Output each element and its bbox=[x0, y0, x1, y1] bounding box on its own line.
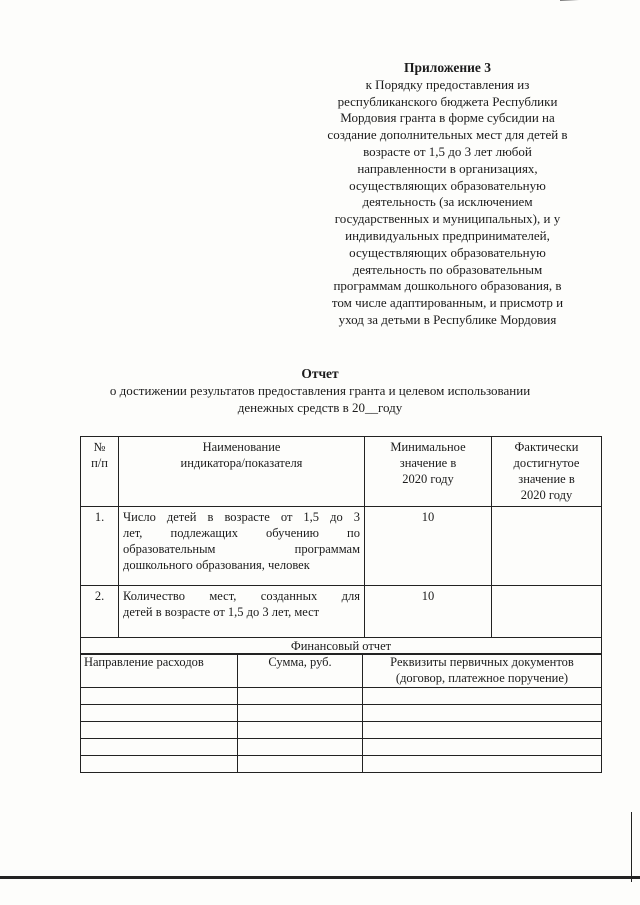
appendix-line: возрасте от 1,5 до 3 лет любой bbox=[363, 143, 532, 159]
header-min-line: значение в bbox=[399, 456, 457, 470]
row-name-line: детей в возрасте от 1,5 до 3 лет, мест bbox=[123, 605, 320, 619]
header-actual-line: Фактически bbox=[514, 440, 579, 454]
appendix-line: создание дополнительных мест для детей в bbox=[327, 127, 568, 143]
appendix-line: деятельность (за исключением bbox=[362, 194, 533, 210]
header-name-line: индикатора/показателя bbox=[180, 456, 303, 470]
header-name-line: Наименование bbox=[202, 440, 281, 454]
finance-cell bbox=[238, 739, 363, 756]
header-name bbox=[119, 437, 365, 507]
appendix-line: республиканского бюджета Республики bbox=[337, 93, 558, 109]
header-min-line: Минимальное bbox=[390, 440, 466, 454]
finance-empty-row bbox=[81, 756, 602, 773]
finance-empty-row bbox=[81, 688, 602, 705]
row-num: 2. bbox=[81, 586, 119, 638]
header-actual-line: 2020 году bbox=[520, 488, 573, 502]
finance-cell bbox=[238, 722, 363, 739]
row-name-line: дошкольного образования, человек bbox=[123, 558, 310, 572]
header-min bbox=[365, 437, 492, 507]
finance-header-row bbox=[81, 654, 602, 688]
scan-edge-bottom bbox=[0, 876, 640, 879]
indicators-table bbox=[80, 436, 602, 655]
row-num: 1. bbox=[81, 507, 119, 586]
finance-cell bbox=[238, 705, 363, 722]
appendix-title: Приложение 3 bbox=[403, 60, 492, 75]
finance-header-direction: Направление расходов bbox=[81, 654, 238, 688]
appendix-line: деятельность по образовательным bbox=[352, 261, 543, 277]
appendix-line: том числе адаптированным, и присмотр и bbox=[331, 295, 564, 311]
finance-header-docs bbox=[363, 654, 602, 688]
header-num-line: № bbox=[93, 440, 106, 454]
appendix-line: осуществляющих образовательную bbox=[349, 177, 546, 193]
finance-cell bbox=[363, 739, 602, 756]
appendix-line: государственных и муниципальных), и у bbox=[334, 211, 561, 227]
finance-header-docs-line: (договор, платежное поручение) bbox=[395, 671, 569, 685]
report-subtitle-line: денежных средств в 20__году bbox=[237, 400, 403, 415]
row-name bbox=[119, 586, 365, 638]
finance-cell bbox=[363, 688, 602, 705]
header-min-line: 2020 году bbox=[402, 472, 454, 486]
header-actual-line: значение в bbox=[518, 472, 575, 486]
finance-header-docs-line: Реквизиты первичных документов bbox=[390, 655, 574, 669]
report-subtitle bbox=[60, 382, 580, 416]
row-name-line: лет, подлежащих обучению по bbox=[123, 526, 360, 540]
row-name-line: Количество мест, созданных для bbox=[123, 589, 360, 603]
header-actual-line: достигнутое bbox=[513, 456, 580, 470]
finance-title-row bbox=[81, 638, 602, 655]
scan-edge-right bbox=[631, 812, 632, 882]
appendix-line: программам дошкольного образования, в bbox=[333, 278, 562, 294]
finance-title: Финансовый отчет bbox=[81, 638, 602, 655]
finance-cell bbox=[81, 756, 238, 773]
header-num-line: п/п bbox=[91, 456, 108, 470]
row-actual-value bbox=[492, 507, 602, 586]
appendix-line: уход за детьми в Республике Мордовия bbox=[338, 311, 557, 327]
row-min-value: 10 bbox=[365, 586, 492, 638]
finance-cell bbox=[238, 688, 363, 705]
row-actual-value bbox=[492, 586, 602, 638]
appendix-line: осуществляющих образовательную bbox=[349, 244, 546, 260]
appendix-line: к Порядку предоставления из bbox=[365, 76, 530, 92]
report-subtitle-line: о достижении результатов предоставления гранта и целевом использовании bbox=[109, 383, 531, 398]
finance-cell bbox=[81, 739, 238, 756]
header-num bbox=[81, 437, 119, 507]
row-name bbox=[119, 507, 365, 586]
finance-cell bbox=[363, 705, 602, 722]
finance-table bbox=[80, 653, 602, 773]
row-name-line: образовательным программам bbox=[123, 542, 360, 556]
indicator-row bbox=[81, 586, 602, 638]
finance-empty-row bbox=[81, 722, 602, 739]
finance-header-sum: Сумма, руб. bbox=[238, 654, 363, 688]
row-min-value: 10 bbox=[365, 507, 492, 586]
finance-cell bbox=[238, 756, 363, 773]
report-title: Отчет bbox=[301, 366, 339, 381]
scan-edge-top bbox=[560, 0, 640, 7]
finance-cell bbox=[81, 688, 238, 705]
row-name-line: Число детей в возрасте от 1,5 до 3 bbox=[123, 510, 360, 524]
appendix-block bbox=[305, 60, 590, 329]
finance-empty-row bbox=[81, 705, 602, 722]
finance-cell bbox=[81, 722, 238, 739]
finance-cell bbox=[363, 722, 602, 739]
finance-cell bbox=[363, 756, 602, 773]
appendix-line: индивидуальных предпринимателей, bbox=[345, 227, 550, 243]
finance-empty-row bbox=[81, 739, 602, 756]
indicators-header-row bbox=[81, 437, 602, 507]
indicator-row bbox=[81, 507, 602, 586]
appendix-line: направленности в организациях, bbox=[357, 160, 538, 176]
header-actual bbox=[492, 437, 602, 507]
appendix-line: Мордовия гранта в форме субсидии на bbox=[340, 110, 555, 126]
finance-cell bbox=[81, 705, 238, 722]
